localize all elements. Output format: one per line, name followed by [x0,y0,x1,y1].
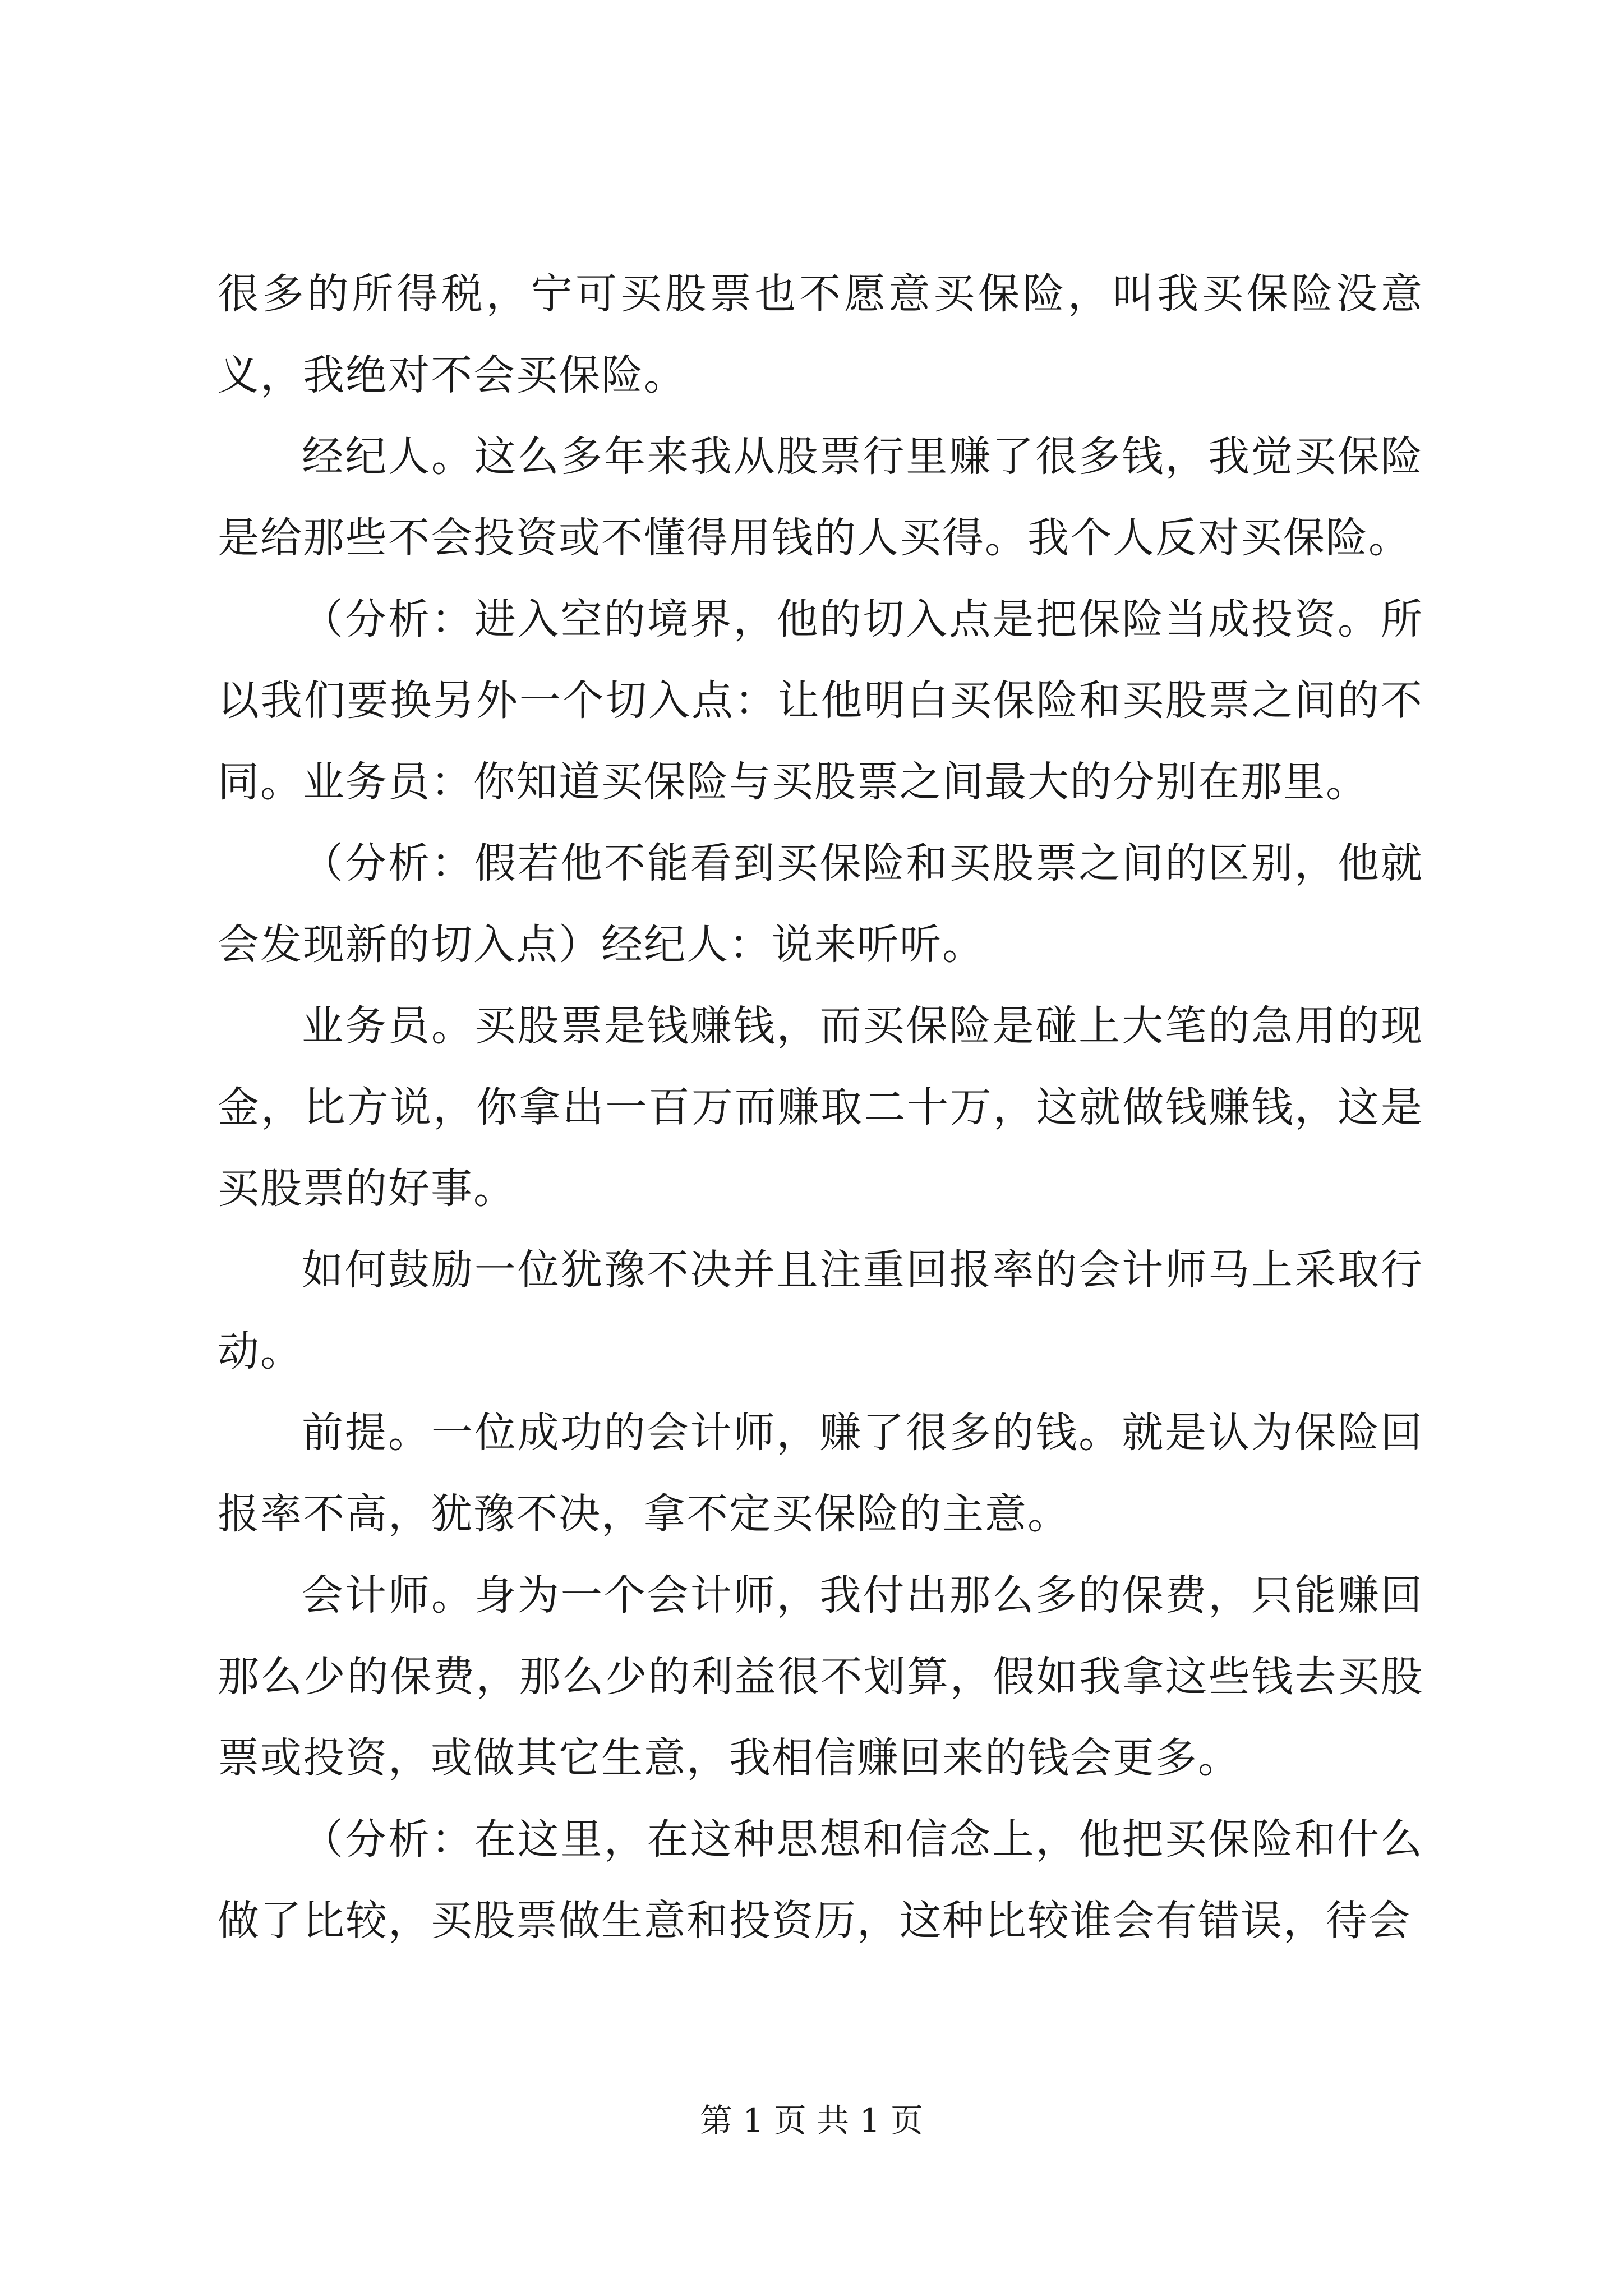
document-body [218,254,1423,1962]
paragraph-3: （分析：进入空的境界，他的切入点是把保险当成投资。所以我们要换另外一个切入点：让他明白买保险和买股票之间的不同。业务员：你知道买保险与买股票之间最大的分别在那里。 [218,595,1423,806]
paragraph-5: 业务员。买股票是钱赚钱，而买保险是碰上大笔的急用的现金，比方说，你拿出一百万而赚取二十万，这就做钱赚钱，这是买股票的好事。 [218,1002,1423,1213]
paragraph-4: （分析：假若他不能看到买保险和买股票之间的区别，他就会发现新的切入点）经纪人：说来听听。 [218,839,1423,969]
paragraph-2: 经纪人。这么多年来我从股票行里赚了很多钱，我觉买保险是给那些不会投资或不懂得用钱的人买得。我个人反对买保险。 [218,432,1423,562]
paragraph-6: 如何鼓励一位犹豫不决并且注重回报率的会计师马上采取行动。 [218,1246,1423,1375]
page-footer: 第 1 页 共 1 页 [700,2101,923,2139]
paragraph-7: 前提。一位成功的会计师，赚了很多的钱。就是认为保险回报率不高，犹豫不决，拿不定买保险的主意。 [218,1409,1423,1538]
paragraph-9: （分析：在这里，在这种思想和信念上，他把买保险和什么做了比较，买股票做生意和投资历，这种比较谁会有错误，待会 [218,1815,1423,1945]
paragraph-8: 会计师。身为一个会计师，我付出那么多的保费，只能赚回那么少的保费，那么少的利益很不划算，假如我拿这些钱去买股票或投资，或做其它生意，我相信赚回来的钱会更多。 [218,1571,1423,1782]
paragraph-1: 很多的所得税，宁可买股票也不愿意买保险，叫我买保险没意义，我绝对不会买保险。 [218,270,1423,399]
